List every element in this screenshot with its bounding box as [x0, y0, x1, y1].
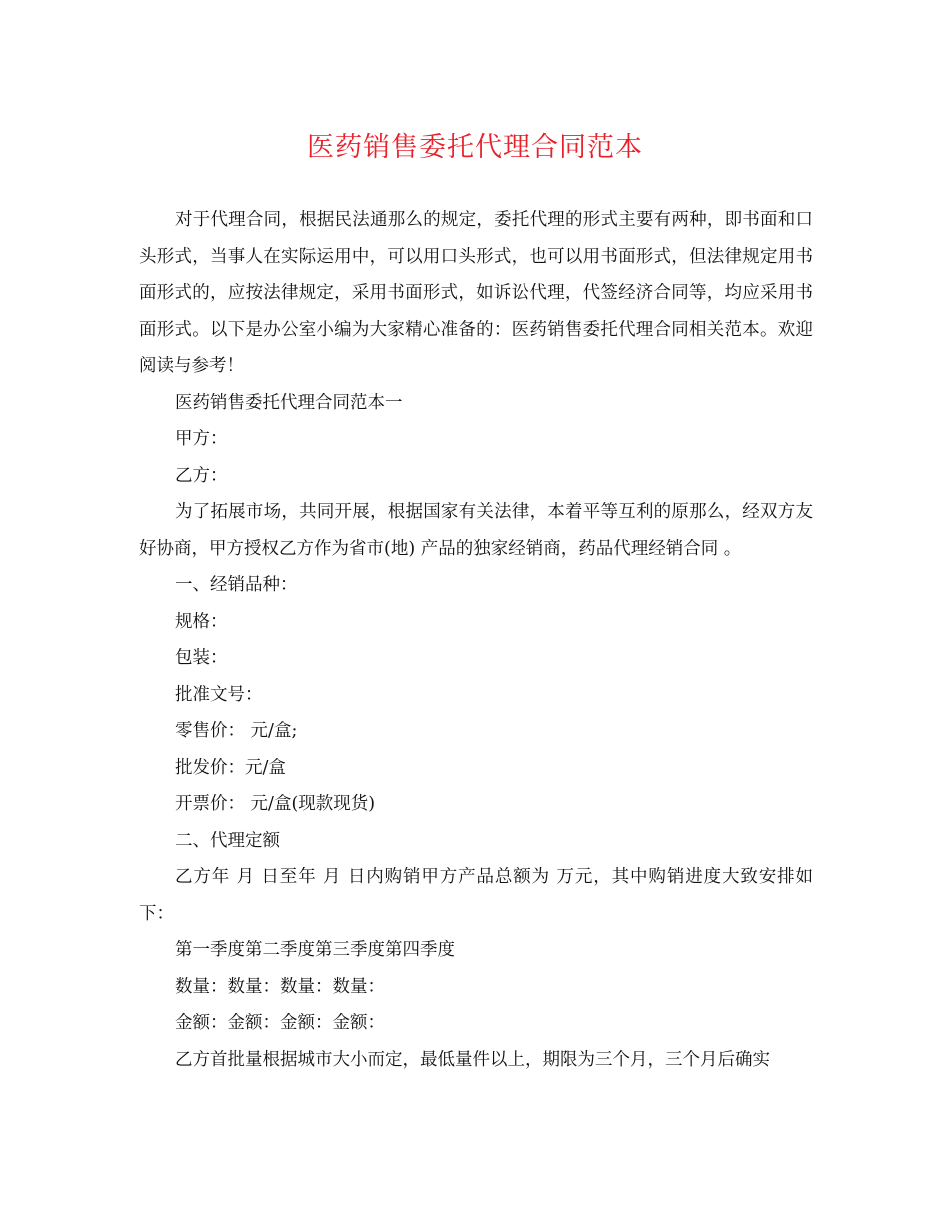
party-b-line: 乙方：: [175, 465, 228, 486]
field-approval-number: 批准文号：: [175, 684, 263, 705]
clause-heading-products: 一、经销品种：: [175, 575, 298, 595]
quarter-header-line: 第一季度第二季度第三季度第四季度: [175, 940, 455, 960]
intro-paragraph: 对于代理合同，根据民法通那么的规定，委托代理的形式主要有两种，即书面和口头形式，当事人在实际运用中，可以用口头形式，也可以用书面形式，但法律规定用书面形式的，应按法律规定，采用书面形式，如诉讼代理，代签经济合同等，均应采用书面形式。以下是办公室小编为大家精心准备的：医药销售委托代理合同相关范本。欢迎阅读与参考！: [139, 210, 813, 376]
amount-line: 金额：金额：金额：金额：: [175, 1013, 385, 1033]
party-a-line: 甲方：: [175, 429, 228, 449]
document-title: 医药销售委托代理合同范本: [307, 132, 643, 163]
quota-paragraph: 乙方年 月 日至年 月 日内购销甲方产品总额为 万元，其中购销进度大致安排如下：: [139, 867, 813, 924]
quantity-line: 数量：数量：数量：数量：: [175, 976, 385, 997]
clause-heading-quota: 二、代理定额: [175, 830, 280, 851]
field-retail-price: 零售价： 元/盒;: [175, 721, 298, 741]
section-heading-template-one: 医药销售委托代理合同范本一: [175, 392, 403, 413]
field-invoice-price: 开票价： 元/盒(现款现货): [175, 794, 376, 814]
first-batch-paragraph: 乙方首批量根据城市大小而定，最低量件以上，期限为三个月，三个月后确实: [175, 1049, 770, 1070]
field-wholesale-price: 批发价：元/盒: [175, 757, 286, 778]
preamble-paragraph: 为了拓展市场，共同开展，根据国家有关法律，本着平等互利的原那么，经双方友好协商，甲方授权乙方作为省市(地) 产品的独家经销商，药品代理经销合同 。: [139, 502, 813, 559]
document-body: [139, 202, 813, 1078]
field-packaging: 包装：: [175, 648, 228, 668]
field-specification: 规格：: [175, 611, 228, 632]
